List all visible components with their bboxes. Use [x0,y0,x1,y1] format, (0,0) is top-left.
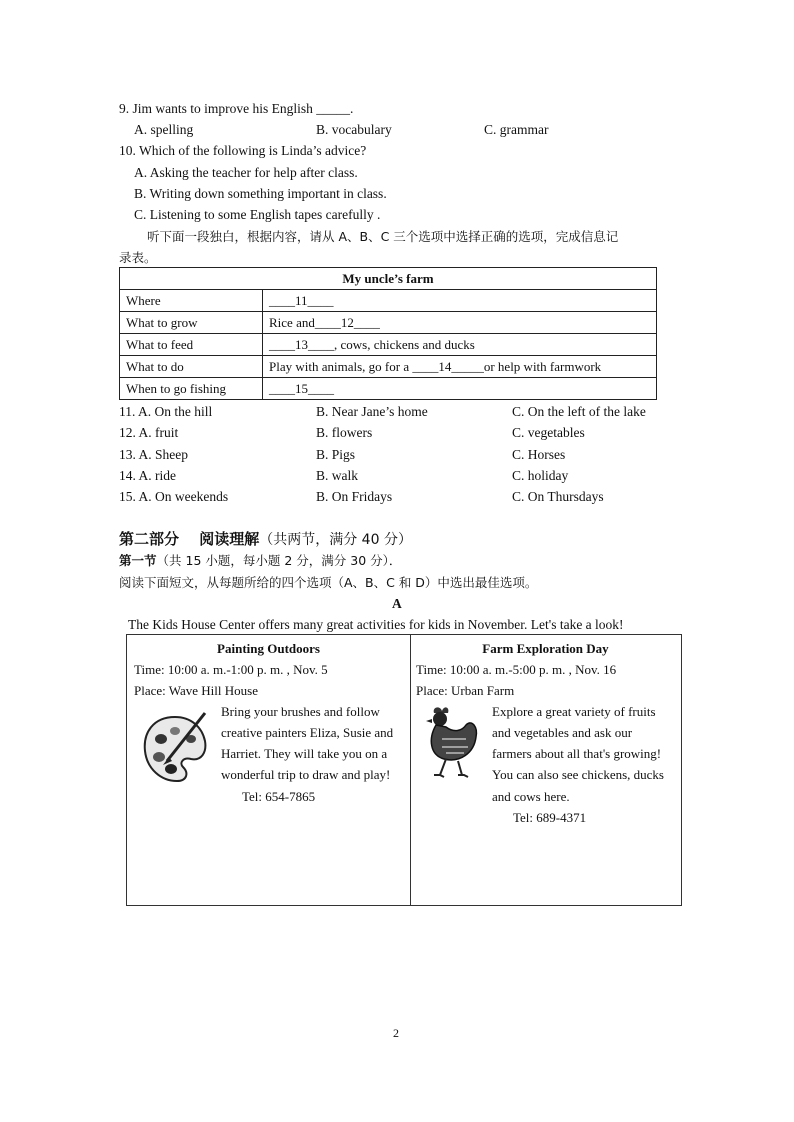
ad-body-line: and cows here. [492,789,570,804]
q10-stem: 10. Which of the following is Linda’s advice? [119,143,367,158]
chicken-icon [420,703,482,779]
answer-blank-14[interactable]: ____14_____ [412,358,484,374]
answer-blank-15[interactable]: ____15____ [269,380,334,396]
q9-option-a: A. spelling [134,122,194,137]
table-row [120,290,657,312]
ad-tel: Tel: 689-4371 [513,810,587,825]
row-label: When to go fishing [120,378,263,400]
ad-title: Farm Exploration Day [482,641,609,656]
q15-option-b: B. On Fridays [316,489,393,504]
row-value [263,378,657,400]
ad-title: Painting Outdoors [217,641,320,656]
listening-instruction-line2: 录表。 [119,250,157,265]
ad-body-line: Bring your brushes and follow [221,704,380,719]
row-label: What to feed [120,334,263,356]
ad-body-line: wonderful trip to draw and play! [221,767,391,782]
q11-option-a: 11. A. On the hill [119,404,213,419]
row-value [263,290,657,312]
q9-stem: 9. Jim wants to improve his English _____. [119,101,354,116]
q10-option-c: C. Listening to some English tapes carefully . [134,207,381,222]
answer-blank-11[interactable]: ____11____ [269,292,334,308]
answer-blank-13[interactable]: ____13____ [269,336,334,352]
row-label: Where [120,290,263,312]
q10-option-b: B. Writing down something important in class. [134,186,387,201]
q11-option-b: B. Near Jane’s home [316,404,428,419]
q14-option-c: C. holiday [512,468,569,483]
q15-option-c: C. On Thursdays [512,489,604,504]
table-row [120,356,657,378]
ad-painting-outdoors [127,635,411,905]
table-row [120,334,657,356]
activities-table [126,634,682,906]
section1-heading: 第一节（共 15 小题，每小题 2 分，满分 30 分）． [119,553,402,568]
palette-icon [139,709,211,789]
ad-body-line: and vegetables and ask our [492,725,633,740]
q12-option-a: 12. A. fruit [119,425,179,440]
ad-tel: Tel: 654-7865 [242,789,316,804]
row-value: Rice and____12____ [263,312,657,334]
passage-letter: A [392,596,402,611]
q13-option-b: B. Pigs [316,447,356,462]
q9-option-c: C. grammar [484,122,549,137]
table-row [120,378,657,400]
q13-option-a: 13. A. Sheep [119,447,188,462]
part2-heading: 第二部分 阅读理解（共两节，满分 40 分） [119,530,412,548]
q9-option-b: B. vocabulary [316,122,392,137]
q13-option-c: C. Horses [512,447,566,462]
ad-place: Place: Urban Farm [416,683,515,698]
ad-place: Place: Wave Hill House [134,683,258,698]
ad-body-line: Explore a great variety of fruits [492,704,656,719]
q14-option-a: 14. A. ride [119,468,176,483]
ad-time: Time: 10:00 a. m.-1:00 p. m. , Nov. 5 [134,662,328,677]
farm-table-title: My uncle’s farm [120,268,657,290]
page-number: 2 [393,1026,399,1040]
q15-option-a: 15. A. On weekends [119,489,229,504]
ad-body-line: farmers about all that's growing! [492,746,662,761]
row-value: ____13____, cows, chickens and ducks [263,334,657,356]
q14-option-b: B. walk [316,468,358,483]
row-value: Play with animals, go for a ____14_____or help with farmwork [263,356,657,378]
passage-intro: The Kids House Center offers many great activities for kids in November. Let's take a look! [128,617,624,632]
farm-info-table [119,267,657,400]
q10-option-a: A. Asking the teacher for help after class. [134,165,358,180]
table-row [120,312,657,334]
listening-instruction-line1: 听下面一段独白，根据内容，请从 A、B、C 三个选项中选择正确的选项，完成信息记 [147,229,619,244]
answer-blank-12[interactable]: ____12____ [314,314,380,330]
ad-body-line: creative painters Eliza, Susie and [221,725,394,740]
ad-body-line: Harriet. They will take you on a [221,746,388,761]
q11-option-c: C. On the left of the lake [512,404,646,419]
q12-option-c: C. vegetables [512,425,585,440]
q12-option-b: B. flowers [316,425,373,440]
row-label: What to grow [120,312,263,334]
ad-farm-exploration-day [410,635,681,905]
reading-directions: 阅读下面短文，从每题所给的四个选项（A、B、C 和 D）中选出最佳选项。 [119,575,538,590]
row-label: What to do [120,356,263,378]
ad-body-line: You can also see chickens, ducks [492,767,664,782]
ad-time: Time: 10:00 a. m.-5:00 p. m. , Nov. 16 [416,662,617,677]
